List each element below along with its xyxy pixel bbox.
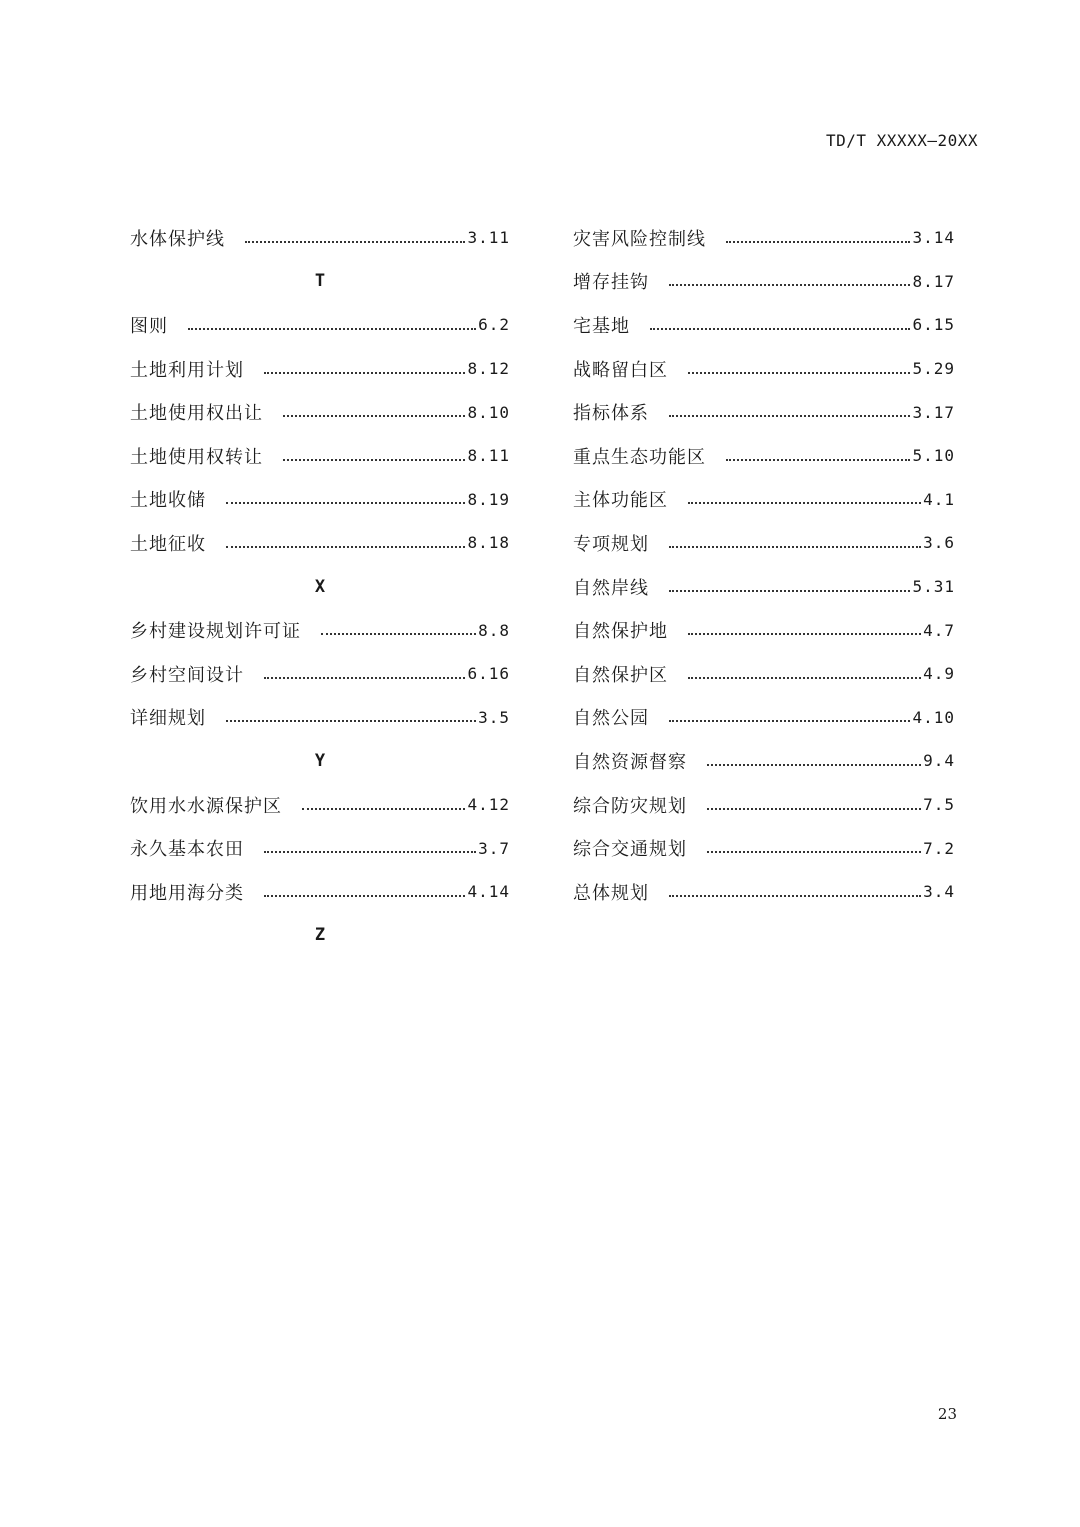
index-letter-heading: [130, 914, 510, 958]
dot-leader: [688, 677, 921, 679]
index-term: 永久基本农田: [130, 839, 244, 861]
index-entry: [573, 696, 955, 740]
index-term: 综合防灾规划: [573, 795, 687, 817]
index-ref: 3.5: [478, 707, 510, 727]
index-entry: [573, 260, 955, 304]
index-term: 土地使用权出让: [130, 403, 263, 425]
dot-leader: [669, 720, 910, 722]
index-term: 自然保护地: [573, 621, 668, 643]
index-entry: [130, 826, 510, 870]
index-entry: [573, 478, 955, 522]
index-entry: [573, 216, 955, 260]
dot-leader: [264, 851, 476, 853]
dot-leader: [726, 241, 910, 243]
index-entry: [573, 783, 955, 827]
dot-leader: [226, 720, 476, 722]
index-term: 重点生态功能区: [573, 446, 706, 468]
dot-leader: [707, 851, 921, 853]
index-ref: 5.29: [912, 359, 955, 379]
dot-leader: [264, 677, 465, 679]
index-entry: [130, 652, 510, 696]
dot-leader: [188, 328, 476, 330]
index-term: 图则: [130, 315, 168, 337]
index-ref: 6.2: [478, 315, 510, 335]
index-entry: [130, 870, 510, 914]
dot-leader: [302, 808, 465, 810]
dot-leader: [264, 372, 465, 374]
index-term: 土地收储: [130, 490, 206, 512]
index-letter: X: [314, 576, 326, 597]
index-column-left: [130, 216, 510, 957]
index-entry: [573, 608, 955, 652]
index-term: 饮用水水源保护区: [130, 795, 282, 817]
index-letter: Z: [314, 925, 326, 946]
index-term: 宅基地: [573, 315, 630, 337]
index-ref: 4.14: [467, 882, 510, 902]
dot-leader: [264, 895, 465, 897]
index-ref: 9.4: [923, 751, 955, 771]
dot-leader: [688, 633, 921, 635]
index-entry: [573, 434, 955, 478]
index-ref: 4.10: [912, 707, 955, 727]
index-term: 自然资源督察: [573, 751, 687, 773]
page-number: 23: [937, 1405, 957, 1423]
index-entry: [130, 216, 510, 260]
dot-leader: [726, 459, 910, 461]
dot-leader: [669, 415, 910, 417]
index-term: 灾害风险控制线: [573, 228, 706, 250]
dot-leader: [669, 284, 910, 286]
dot-leader: [245, 241, 465, 243]
index-ref: 3.6: [923, 533, 955, 553]
index-entry: [573, 739, 955, 783]
dot-leader: [707, 764, 921, 766]
dot-leader: [226, 546, 465, 548]
index-term: 乡村空间设计: [130, 664, 244, 686]
dot-leader: [688, 372, 910, 374]
index-entry: [130, 521, 510, 565]
index-entry: [573, 347, 955, 391]
dot-leader: [669, 590, 910, 592]
index-entry: [130, 696, 510, 740]
index-entry: [573, 390, 955, 434]
index-ref: 4.1: [923, 489, 955, 509]
dot-leader: [707, 808, 921, 810]
index-ref: 8.12: [467, 359, 510, 379]
index-ref: 3.14: [912, 228, 955, 248]
index-term: 主体功能区: [573, 490, 668, 512]
index-entry: [130, 347, 510, 391]
index-ref: 8.10: [467, 402, 510, 422]
index-term: 水体保护线: [130, 228, 225, 250]
index-ref: 4.7: [923, 620, 955, 640]
index-term: 土地征收: [130, 533, 206, 555]
index-letter: T: [314, 271, 326, 292]
dot-leader: [321, 633, 476, 635]
dot-leader: [283, 415, 465, 417]
index-term: 用地用海分类: [130, 882, 244, 904]
index-entry: [130, 783, 510, 827]
dot-leader: [688, 502, 921, 504]
index-ref: 5.31: [912, 577, 955, 597]
index-ref: 7.5: [923, 795, 955, 815]
index-ref: 8.17: [912, 271, 955, 291]
index-letter: Y: [314, 750, 326, 771]
index-term: 总体规划: [573, 882, 649, 904]
index-entry: [130, 478, 510, 522]
index-term: 土地使用权转让: [130, 446, 263, 468]
document-code: TD/T XXXXX—20XX: [826, 131, 978, 150]
dot-leader: [650, 328, 910, 330]
index-entry: [573, 565, 955, 609]
index-ref: 8.18: [467, 533, 510, 553]
index-ref: 8.11: [467, 446, 510, 466]
dot-leader: [283, 459, 465, 461]
index-entry: [573, 521, 955, 565]
index-entry: [130, 608, 510, 652]
index-entry: [573, 870, 955, 914]
dot-leader: [226, 502, 465, 504]
index-term: 自然公园: [573, 708, 649, 730]
index-term: 自然保护区: [573, 664, 668, 686]
index-column-right: [573, 216, 955, 914]
index-term: 土地利用计划: [130, 359, 244, 381]
index-ref: 8.8: [478, 620, 510, 640]
index-ref: 3.17: [912, 402, 955, 422]
index-ref: 7.2: [923, 838, 955, 858]
index-entry: [130, 390, 510, 434]
index-entry: [130, 303, 510, 347]
index-letter-heading: [130, 565, 510, 609]
index-ref: 3.11: [467, 228, 510, 248]
dot-leader: [669, 546, 921, 548]
index-term: 详细规划: [130, 708, 206, 730]
index-term: 专项规划: [573, 533, 649, 555]
index-term: 战略留白区: [573, 359, 668, 381]
index-ref: 8.19: [467, 489, 510, 509]
index-entry: [573, 652, 955, 696]
index-term: 综合交通规划: [573, 839, 687, 861]
index-letter-heading: [130, 739, 510, 783]
index-term: 自然岸线: [573, 577, 649, 599]
index-ref: 6.15: [912, 315, 955, 335]
index-letter-heading: [130, 260, 510, 304]
index-ref: 4.9: [923, 664, 955, 684]
index-entry: [130, 434, 510, 478]
index-ref: 3.7: [478, 838, 510, 858]
index-entry: [573, 826, 955, 870]
index-ref: 4.12: [467, 795, 510, 815]
index-entry: [573, 303, 955, 347]
index-term: 乡村建设规划许可证: [130, 621, 301, 643]
dot-leader: [669, 895, 921, 897]
index-term: 指标体系: [573, 403, 649, 425]
index-term: 增存挂钩: [573, 272, 649, 294]
index-ref: 5.10: [912, 446, 955, 466]
index-ref: 6.16: [467, 664, 510, 684]
index-ref: 3.4: [923, 882, 955, 902]
